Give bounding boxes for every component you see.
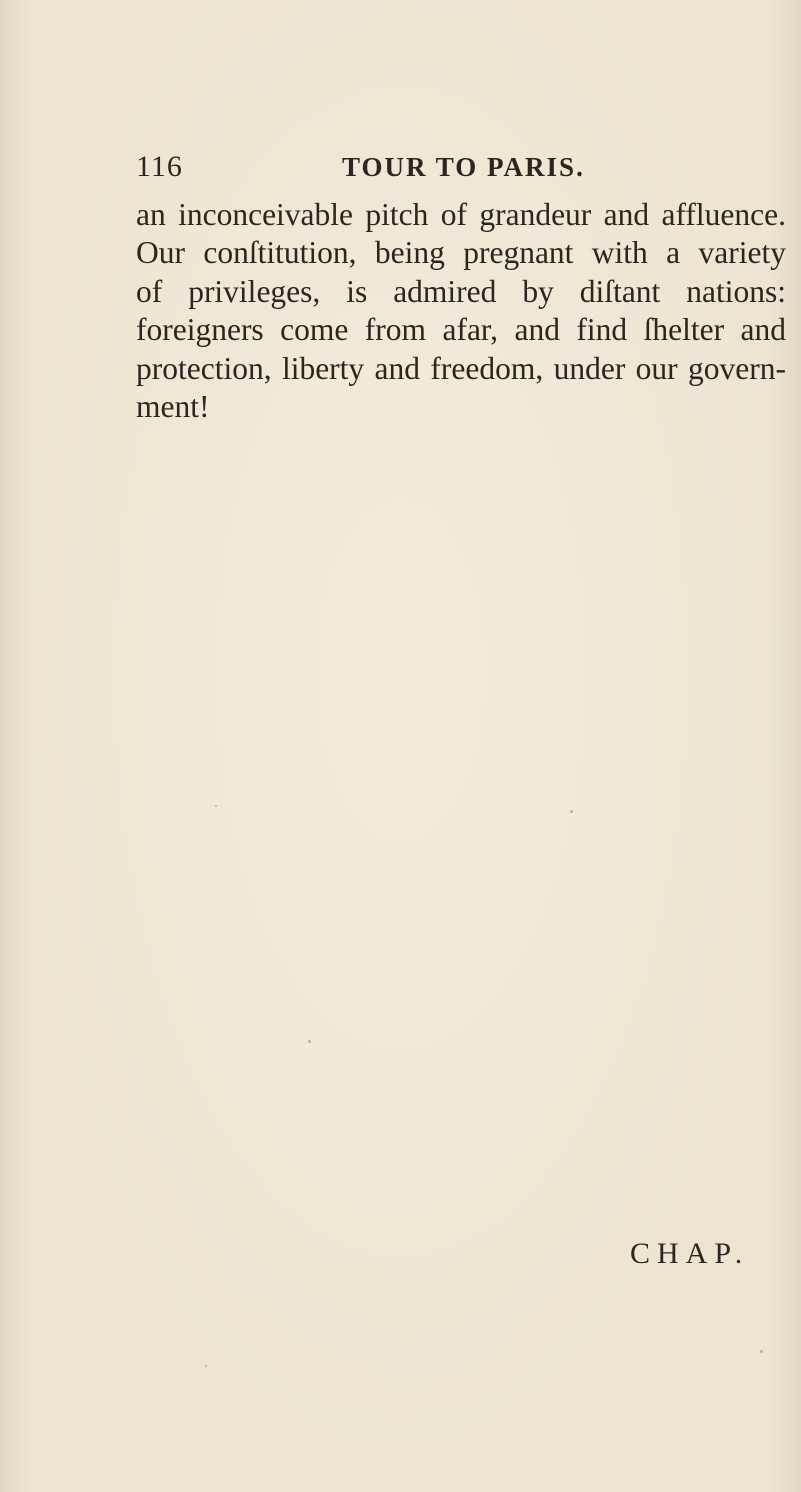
page-number: 116 bbox=[136, 150, 183, 183]
text-line: ment! bbox=[136, 389, 210, 425]
paper-speck bbox=[570, 810, 573, 813]
text-line: protection, liberty and freedom, under our govern- bbox=[136, 350, 786, 386]
paper-speck bbox=[205, 1365, 207, 1367]
text-line: Our conſtitution, being pregnant with a variety bbox=[136, 235, 786, 271]
paper-speck bbox=[760, 1350, 763, 1353]
body-paragraph bbox=[136, 196, 786, 426]
paper-speck bbox=[215, 805, 217, 807]
catchword: CHAP. bbox=[630, 1237, 750, 1270]
text-line: foreigners come from afar, and find ſhelter and bbox=[136, 312, 786, 348]
text-line: of privileges, is admired by diſtant nations: bbox=[136, 273, 786, 309]
text-line: an inconceivable pitch of grandeur and affluence. bbox=[136, 197, 786, 232]
running-title: TOUR TO PARIS. bbox=[342, 152, 585, 182]
paper-speck bbox=[308, 1040, 311, 1043]
running-head bbox=[136, 150, 776, 190]
